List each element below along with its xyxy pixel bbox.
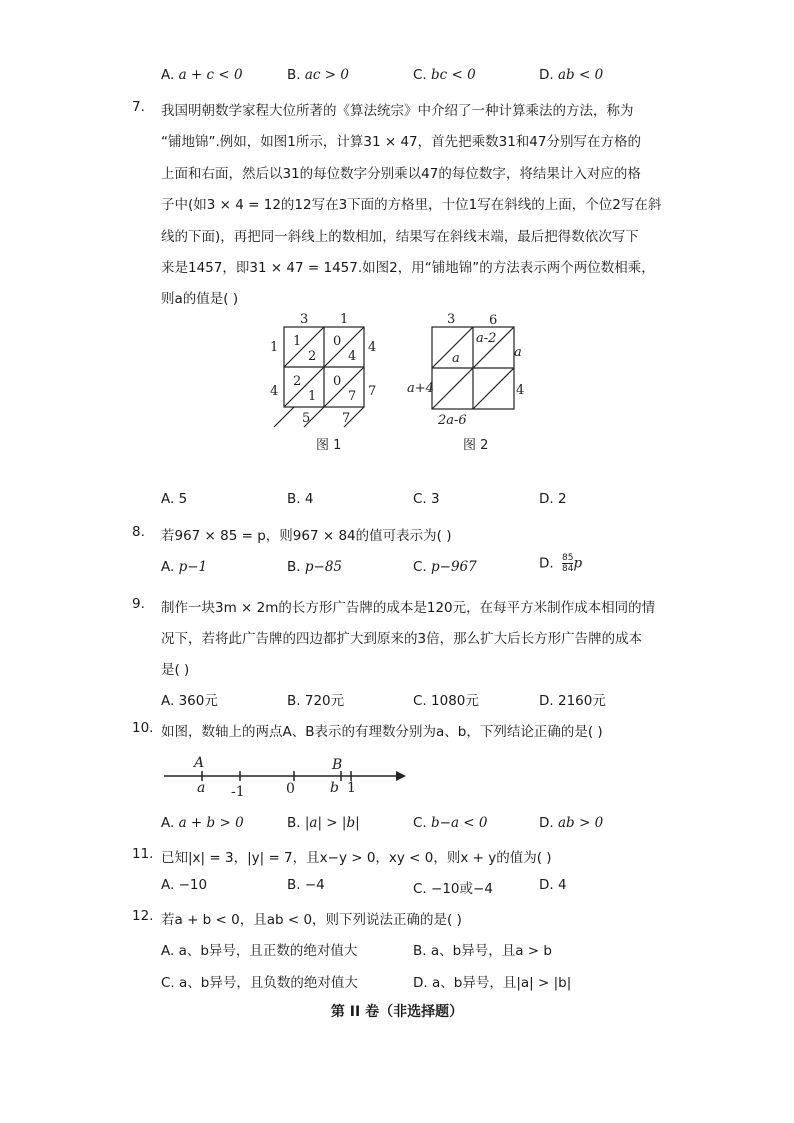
q7-line-1: 我国明朝数学家程大位所著的《算法统宗》中介绍了一种计算乘法的方法，称为 [161,103,634,119]
q6-option-b: B. ac > 0 [287,67,349,83]
fig2-diagonal [473,368,514,409]
fig1-left-1: 1 [270,340,279,355]
q10-option-b: B. |a| > |b| [287,815,360,831]
fig2-right-1: a [514,345,522,360]
q6-option-d: D. ab < 0 [539,67,604,83]
fig1-diagonal [324,327,364,367]
q6-option-a: A. a + c < 0 [161,67,243,83]
fig1-diagonal [284,327,324,367]
fig2-top-2: 6 [489,313,498,328]
q7-option-a: A. 5 [161,491,188,507]
q8-number: 8. [132,524,145,540]
q11-option-c: C. −10或−4 [413,881,493,897]
fig1-diagonal-ext [274,407,294,427]
point-b-value: b [330,780,339,796]
q12-option-b: B. a、b异号，且a > b [413,943,552,959]
q7-option-c: C. 3 [413,491,440,507]
fig1-cell-2-lower: 4 [348,349,357,364]
q12-option-d: D. a、b异号，且|a| > |b| [413,975,572,991]
q8-option-a: A. p−1 [161,559,208,575]
fig1-left-2: 4 [270,384,279,399]
q7-line-5: 线的下面)，再把同一斜线上的数相加，结果写在斜线末端，最后把得数依次写下 [161,229,639,245]
fig1-top-1: 3 [300,312,309,327]
fraction: $\frac{85}{84}$ [561,553,574,574]
q8-option-d: D. $\frac{85}{84}$ p [539,553,583,574]
fig2-caption: 图 2 [463,438,489,453]
fig1-caption: 图 1 [316,438,342,453]
q11-number: 11. [132,846,154,862]
q10-option-a: A. a + b > 0 [161,815,244,831]
q8-option-b: B. p−85 [287,559,342,575]
q11-option-d: D. 4 [539,877,567,893]
fig1-cell-3-upper: 2 [293,374,302,389]
q9-line-2: 况下，若将此广告牌的四边都扩大到原来的3倍，那么扩大后长方形广告牌的成本 [161,631,643,647]
q6-option-c: C. bc < 0 [413,67,476,83]
point-b-label: B [332,757,343,773]
point-a-value: a [197,780,206,796]
q9-number: 9. [132,596,145,612]
fig1-bottom-2: 7 [342,411,351,426]
q11-option-b: B. −4 [287,877,325,893]
q7-line-4: 子中(如3 × 4 = 12的12写在3下面的方格里，十位1写在斜线的上面，个位2写在斜 [161,197,662,213]
q8-text: 若967 × 85 = p，则967 × 84的值可表示为( ) [161,528,452,544]
tick-1-label: 1 [347,780,356,796]
fig2-cell-a: a [452,351,460,366]
q10-option-c: C. b−a < 0 [413,815,488,831]
fig1-right-2: 7 [368,384,377,399]
figure-1 [264,310,384,455]
fig1-cell-4-upper: 0 [333,374,342,389]
fig1-cell-1-lower: 2 [308,349,317,364]
fig1-bottom-1: 5 [302,411,311,426]
fig2-diagonal [432,368,473,409]
point-a-label: A [194,755,205,771]
fig1-diagonal [324,367,364,407]
q9-option-c: C. 1080元 [413,693,479,709]
number-line [160,752,410,802]
fig1-top-2: 1 [340,312,349,327]
q7-number: 7. [132,99,145,115]
section-title: 第 II 卷（非选择题） [330,1004,464,1020]
q12-number: 12. [132,908,154,924]
q8-option-c: C. p−967 [413,559,477,575]
q7-line-2: “铺地锦”.例如，如图1所示，计算31 × 47，首先把乘数31和47分别写在方格的 [161,134,641,150]
q12-text: 若a + b < 0，且ab < 0，则下列说法正确的是( ) [161,912,462,928]
q9-line-1: 制作一块3m × 2m的长方形广告牌的成本是120元，在每平方米制作成本相同的情 [161,600,656,616]
fig1-right-1: 4 [368,340,377,355]
fig1-cell-2-upper: 0 [333,334,342,349]
q11-text: 已知|x| = 3，|y| = 7，且x−y > 0，xy < 0，则x + y的值为( ) [161,850,552,866]
fig1-cell-4-lower: 7 [348,389,357,404]
q7-line-6: 来是1457，即31 × 47 = 1457.如图2，用“铺地锦”的方法表示两个两位数相乘， [161,260,655,276]
fig2-top-1: 3 [447,312,456,327]
tick-neg1-label: -1 [231,784,245,800]
q7-option-b: B. 4 [287,491,314,507]
q11-option-a: A. −10 [161,877,208,893]
q7-line-7: 则a的值是( ) [161,291,239,307]
q9-option-a: A. 360元 [161,693,218,709]
q12-option-a: A. a、b异号，且正数的绝对值大 [161,943,358,959]
figure-2 [404,310,534,455]
q9-option-b: B. 720元 [287,693,345,709]
q7-line-3: 上面和右面，然后以31的每位数字分别乘以47的每位数字，将结果计入对应的格 [161,166,641,182]
fig1-diagonal [284,367,324,407]
fig1-cell-3-lower: 1 [308,389,317,404]
fig2-right-2: 4 [516,383,525,398]
q10-option-d: D. ab > 0 [539,815,604,831]
q10-text: 如图，数轴上的两点A、B表示的有理数分别为a、b，下列结论正确的是( ) [161,724,603,740]
q12-option-c: C. a、b异号，且负数的绝对值大 [161,975,358,991]
q9-line-3: 是( ) [161,662,190,678]
q10-number: 10. [132,720,154,736]
fig2-left: a+4 [407,381,434,396]
axis-arrow-icon [396,771,406,781]
q9-option-d: D. 2160元 [539,693,606,709]
fig2-bottom: 2a-6 [438,413,467,428]
fig2-cell-a-minus-2: a-2 [476,331,497,346]
tick-0-label: 0 [286,781,295,797]
fig1-cell-1-upper: 1 [293,334,302,349]
q7-option-d: D. 2 [539,491,567,507]
